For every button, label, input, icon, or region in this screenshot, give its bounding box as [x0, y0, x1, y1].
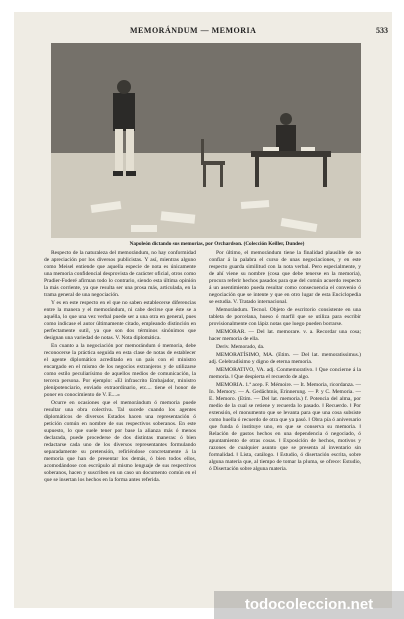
- right-column: [209, 250, 361, 584]
- page: [14, 12, 392, 608]
- left-paragraph: En cuanto a la negociación por memorándum ó memoria, debe reconocerse la práctica seguida en esta clase de notas de establecer el agente diplomático acreditado en un país con el ministro encargado en el mismo de los negocios extranjeros y de utilizarse como estilo peculiarísimo de aquellos medios de comunicación, la tercera persona. Por ejemplo: «El infrascrito Embajador, ministro plenipotenciario, enviado extraordinario, etc.... tiene el honor de poner en conocimiento de V. E....»: [44, 343, 196, 398]
- left-paragraph: Y es en este respecto en el que no saben establecerse diferencias entre la manera y el memorándum, ni cabe decirse que éste se a aquélla, lo que una vez verbal puede ser a una otra en general, pues como indicase el autor últimamente citado, empleando distinción en perfectamente sutil, ya que son dos términos sinónimos que designan una variedad de notas. V. Nota diplomática.: [44, 300, 196, 341]
- right-paragraph: MEMORAR. — Del lat. memorare. v. a. Recordar una cosa; hacer memoria de ella.: [209, 329, 361, 342]
- watermark: todocoleccion.net: [214, 591, 404, 619]
- right-paragraph: Memorándum. Tecnol. Objeto de escritorio consistente en una tableta de porcelana, hueso ó marfil que se utiliza para escribir provisionalmente con lápiz notas que luego pueden borrarse.: [209, 307, 361, 327]
- right-paragraph: MEMORIA. 1.ª acep. F. Mémoire. — It. Memoria, ricordanza. — In. Memory. — A. Gedächtnis, Erinnerung. — P. y C. Memoria. — E. Memoro. (Etim. — Del lat. memoria.) f. Potencia del alma, por medio de la cual se retiene y recuerda lo pasado. ‖ Recuerdo. ‖ Por extensión, el monumento que se levanta para que una cosa subsiste como huella ó recuerdo de otra que ya pasó. ‖ Obra pía ó aniversario que funda ó instituye uno, en que se conserva su memoria. ‖ Relación de gastos hechos en una dependencia ó negociado, ó apuntamiento de otras cosas. ‖ Exposición de hechos, motivos y razones de cualquier asunto que se presenta al inventario sin formalidad. ‖ Lista, catálogo. ‖ Estudio, ó disertación escrita, sobre alguna materia que, al tiempo de tomar la pluma, se ofrece: Estudio, ó Disertación sobre alguna materia.: [209, 382, 361, 472]
- right-paragraph: MEMORATIVO, VA. adj. Conmemorativo. ‖ Que concierne á la memoria. ‖ Que despierta el recuerdo de algo.: [209, 367, 361, 380]
- illustration-drawing: [51, 43, 361, 238]
- right-paragraph: Deriv. Memorado, da.: [216, 344, 265, 350]
- right-paragraph: MEMORATÍSIMO, MA. (Etim. — Del lat. memoratissimus.) adj. Celebradísimo y digno de eterna memoria.: [209, 352, 361, 365]
- running-header: [70, 26, 388, 38]
- running-title: MEMORÁNDUM — MEMORIA: [130, 26, 257, 35]
- page-number: 533: [376, 26, 388, 35]
- right-paragraph: Por último, el memorándum tiene la finalidad plausible de no confiar á la palabra el curso de unas negociaciones, y en este respecto guarda similitud con la nota verbal. Pero especialmente, y de ahí viene su nombre (cosa que debe tenerse en la memoria), procura referir hechos pasados para que del común acuerdo respecto á un asentimiento pueda resultar como consecuencia el convenio ó negociación que se intente y que en otro lugar de esta Enciclopedia se estudia. V. Tratado internacional.: [209, 250, 361, 305]
- figure-caption: Napoleón dictando sus memorias, por Orchardson. (Colección Keiller, Dundee): [129, 241, 305, 247]
- left-paragraph: Ocurre en ocasiones que el memorándum ó memoria puede resultar una obra colectiva. Tal sucede cuando los agentes diplomáticos de diversos Estados hacen una representación ó petición común en nombre de sus respectivos soberanos. En este supuesto, lo que suele tener por base la alianza más ó menos declarada, puede procederse de dos distintas maneras: ó bien redactarse cada uno de los diversos representantes formulando separadamente su pretensión, refiriéndose concretamente á la memoria que han de presentar los demás, ó bien todos ellos, acomodándose con escrúpulo al mismo lenguaje de sus respectivos soberanos, hacen y suscriben en un caso un documento común en el que se insertan los hechos en la forma antes referida.: [44, 400, 196, 483]
- illustration: [51, 43, 361, 238]
- left-paragraph: Respecto de la naturaleza del memorándum, no hay conformidad de apreciación por los diversos publicistas. Y así, mientras alguno como Meisel entiende que aquella especie de nota es únicamente una memoria confidencial desprovista de carácter oficial, otros como Pradier-Foderé afirman todo lo contrario, siendo esta última opinión la más corriente, ya que resulta ser una prosa más, articulada, en la trama general de una negociación.: [44, 250, 196, 298]
- left-column: [44, 250, 196, 584]
